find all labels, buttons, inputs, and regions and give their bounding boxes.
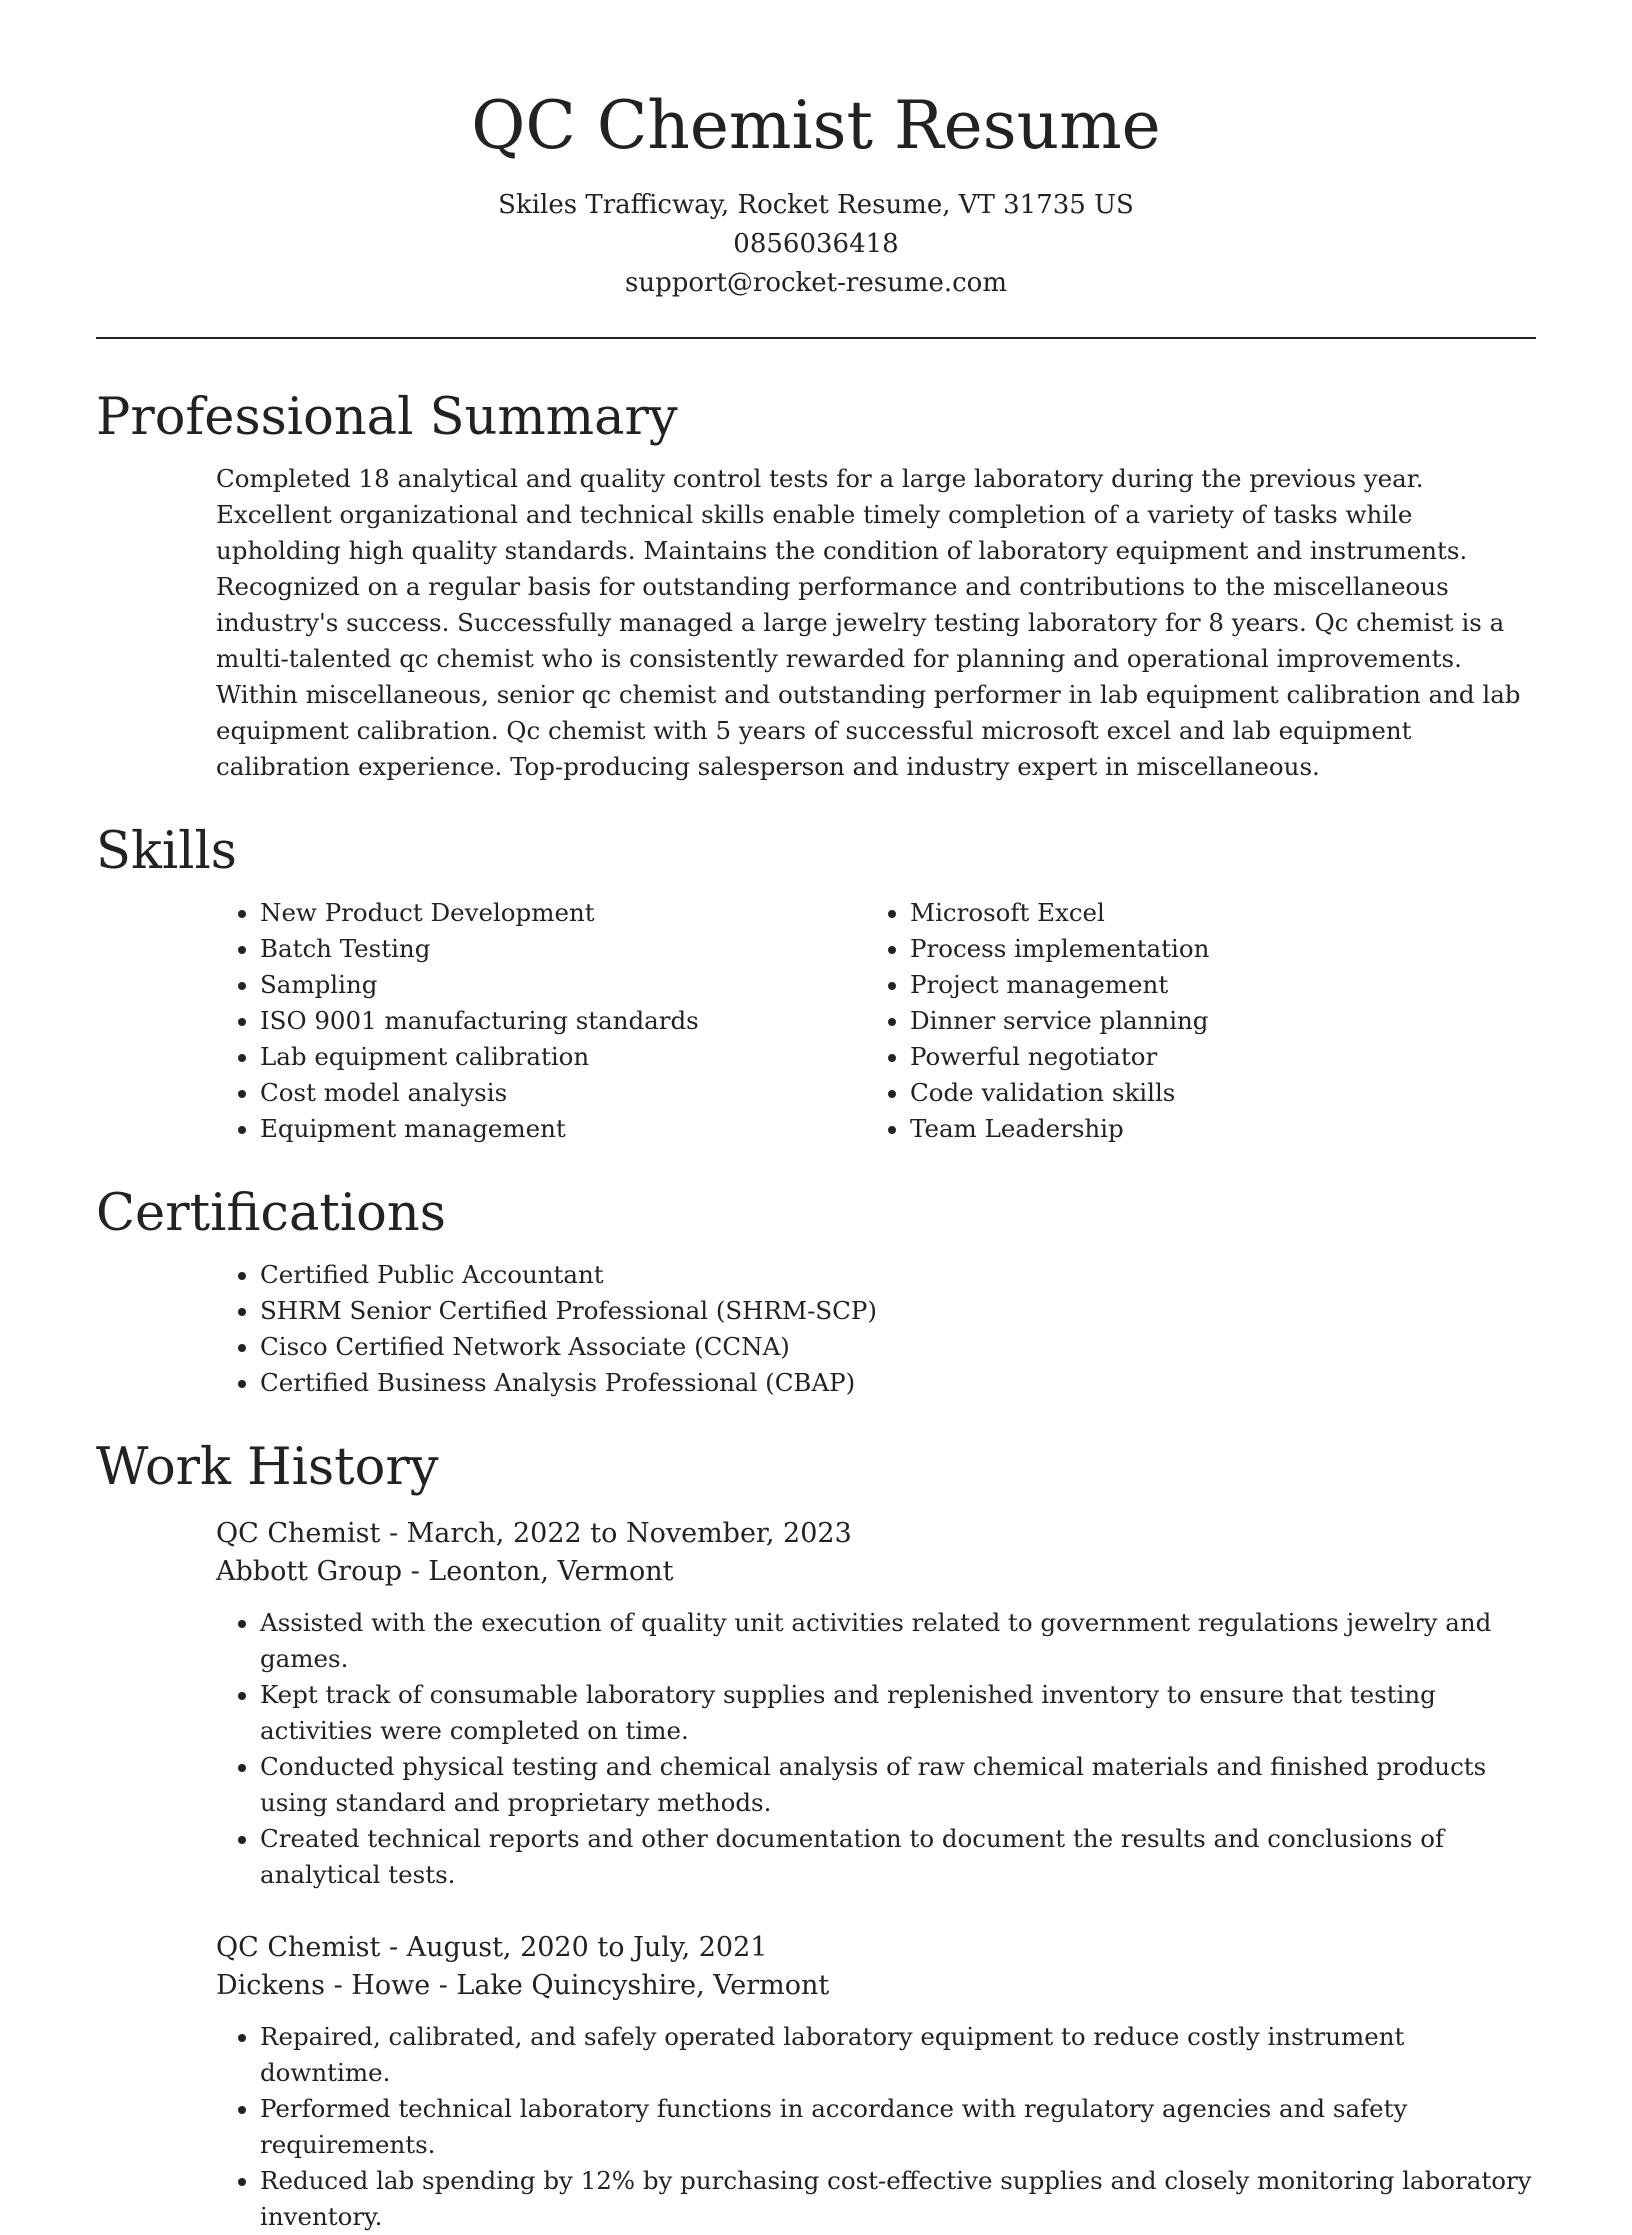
skills-list-right bbox=[866, 895, 1506, 1147]
skill-item: • New Product Development bbox=[260, 895, 866, 931]
job-duty: • Created technical reports and other documentation to document the results and conclusions of analytical tests. bbox=[260, 1821, 1536, 1893]
skills-heading: Skills bbox=[96, 822, 237, 881]
resume-header bbox=[96, 0, 1536, 303]
summary-section bbox=[96, 385, 1536, 785]
job-role: QC Chemist bbox=[216, 1518, 381, 1549]
certifications-list bbox=[216, 1257, 1536, 1401]
header-divider bbox=[96, 337, 1536, 339]
skill-item: • Cost model analysis bbox=[260, 1075, 866, 1111]
address: Skiles Trafficway, Rocket Resume, VT 31735 US bbox=[498, 190, 1134, 220]
skills-list-left bbox=[216, 895, 866, 1147]
certification-item: • SHRM Senior Certified Professional (SHRM-SCP) bbox=[260, 1293, 1536, 1329]
certification-item: • Certified Public Accountant bbox=[260, 1257, 1536, 1293]
job-title-line bbox=[216, 1515, 1536, 1553]
job-duty: • Repaired, calibrated, and safely operated laboratory equipment to reduce costly instrument downtime. bbox=[260, 2019, 1536, 2091]
skill-item: • Code validation skills bbox=[910, 1075, 1506, 1111]
skill-item: • Equipment management bbox=[260, 1111, 866, 1147]
certifications-section bbox=[96, 1181, 1536, 1401]
job-entry bbox=[216, 1929, 1536, 2235]
resume-title: QC Chemist Resume bbox=[471, 87, 1161, 164]
summary-heading: Professional Summary bbox=[96, 388, 678, 447]
job-company: Dickens - Howe bbox=[216, 1970, 431, 2001]
job-company-line bbox=[216, 1553, 1536, 1591]
skill-item: • Lab equipment calibration bbox=[260, 1039, 866, 1075]
skill-item: • Batch Testing bbox=[260, 931, 866, 967]
job-location: - Lake Quincyshire, Vermont bbox=[430, 1970, 830, 2001]
skill-item: • Powerful negotiator bbox=[910, 1039, 1506, 1075]
certification-item: • Certified Business Analysis Professional (CBAP) bbox=[260, 1365, 1536, 1401]
skill-item: • Microsoft Excel bbox=[910, 895, 1506, 931]
skill-item: • ISO 9001 manufacturing standards bbox=[260, 1003, 866, 1039]
skill-item: • Team Leadership bbox=[910, 1111, 1506, 1147]
job-duty: • Kept track of consumable laboratory supplies and replenished inventory to ensure that testing activities were completed on time. bbox=[260, 1677, 1536, 1749]
job-duty: • Conducted physical testing and chemical analysis of raw chemical materials and finished products using standard and proprietary methods. bbox=[260, 1749, 1536, 1821]
work-history-heading: Work History bbox=[96, 1438, 439, 1497]
job-role: QC Chemist bbox=[216, 1932, 381, 1963]
job-duty: • Assisted with the execution of quality unit activities related to government regulations jewelry and games. bbox=[260, 1605, 1536, 1677]
certifications-heading: Certifications bbox=[96, 1184, 446, 1243]
skill-item: • Dinner service planning bbox=[910, 1003, 1506, 1039]
job-company-line bbox=[216, 1967, 1536, 2005]
job-dates: - March, 2022 to November, 2023 bbox=[380, 1518, 852, 1549]
phone: 0856036418 bbox=[733, 229, 899, 259]
work-history-section bbox=[96, 1435, 1536, 2235]
summary-text: Completed 18 analytical and quality control tests for a large laboratory during the previous year. Excellent organizational and technical skills enable timely completion of a variety of tasks while upholding high quality standards. Maintains the condition of laboratory equipment and instruments. Recognized on a regular basis for outstanding performance and contributions to the miscellaneous industry's success. Successfully managed a large jewelry testing laboratory for 8 years. Qc chemist is a multi-talented qc chemist who is consistently rewarded for planning and operational improvements. Within miscellaneous, senior qc chemist and outstanding performer in lab equipment calibration and lab equipment calibration. Qc chemist with 5 years of successful microsoft excel and lab equipment calibration experience. Top-producing salesperson and industry expert in miscellaneous. bbox=[216, 464, 1521, 781]
certification-item: • Cisco Certified Network Associate (CCNA) bbox=[260, 1329, 1536, 1365]
skills-columns bbox=[216, 895, 1536, 1147]
job-duty: • Performed technical laboratory functions in accordance with regulatory agencies and safety requirements. bbox=[260, 2091, 1536, 2163]
contact-info bbox=[96, 186, 1536, 303]
skills-section bbox=[96, 819, 1536, 1147]
skill-item: • Project management bbox=[910, 967, 1506, 1003]
job-duty: • Reduced lab spending by 12% by purchasing cost-effective supplies and closely monitoring laboratory inventory. bbox=[260, 2163, 1536, 2235]
job-location: - Leonton, Vermont bbox=[402, 1556, 674, 1587]
job-dates: - August, 2020 to July, 2021 bbox=[380, 1932, 768, 1963]
email: support@rocket-resume.com bbox=[624, 268, 1007, 298]
skill-item: • Process implementation bbox=[910, 931, 1506, 967]
job-duties-list bbox=[216, 1605, 1536, 1893]
job-company: Abbott Group bbox=[216, 1556, 403, 1587]
job-title-line bbox=[216, 1929, 1536, 1967]
job-entry bbox=[216, 1515, 1536, 1893]
job-duties-list bbox=[216, 2019, 1536, 2235]
skill-item: • Sampling bbox=[260, 967, 866, 1003]
